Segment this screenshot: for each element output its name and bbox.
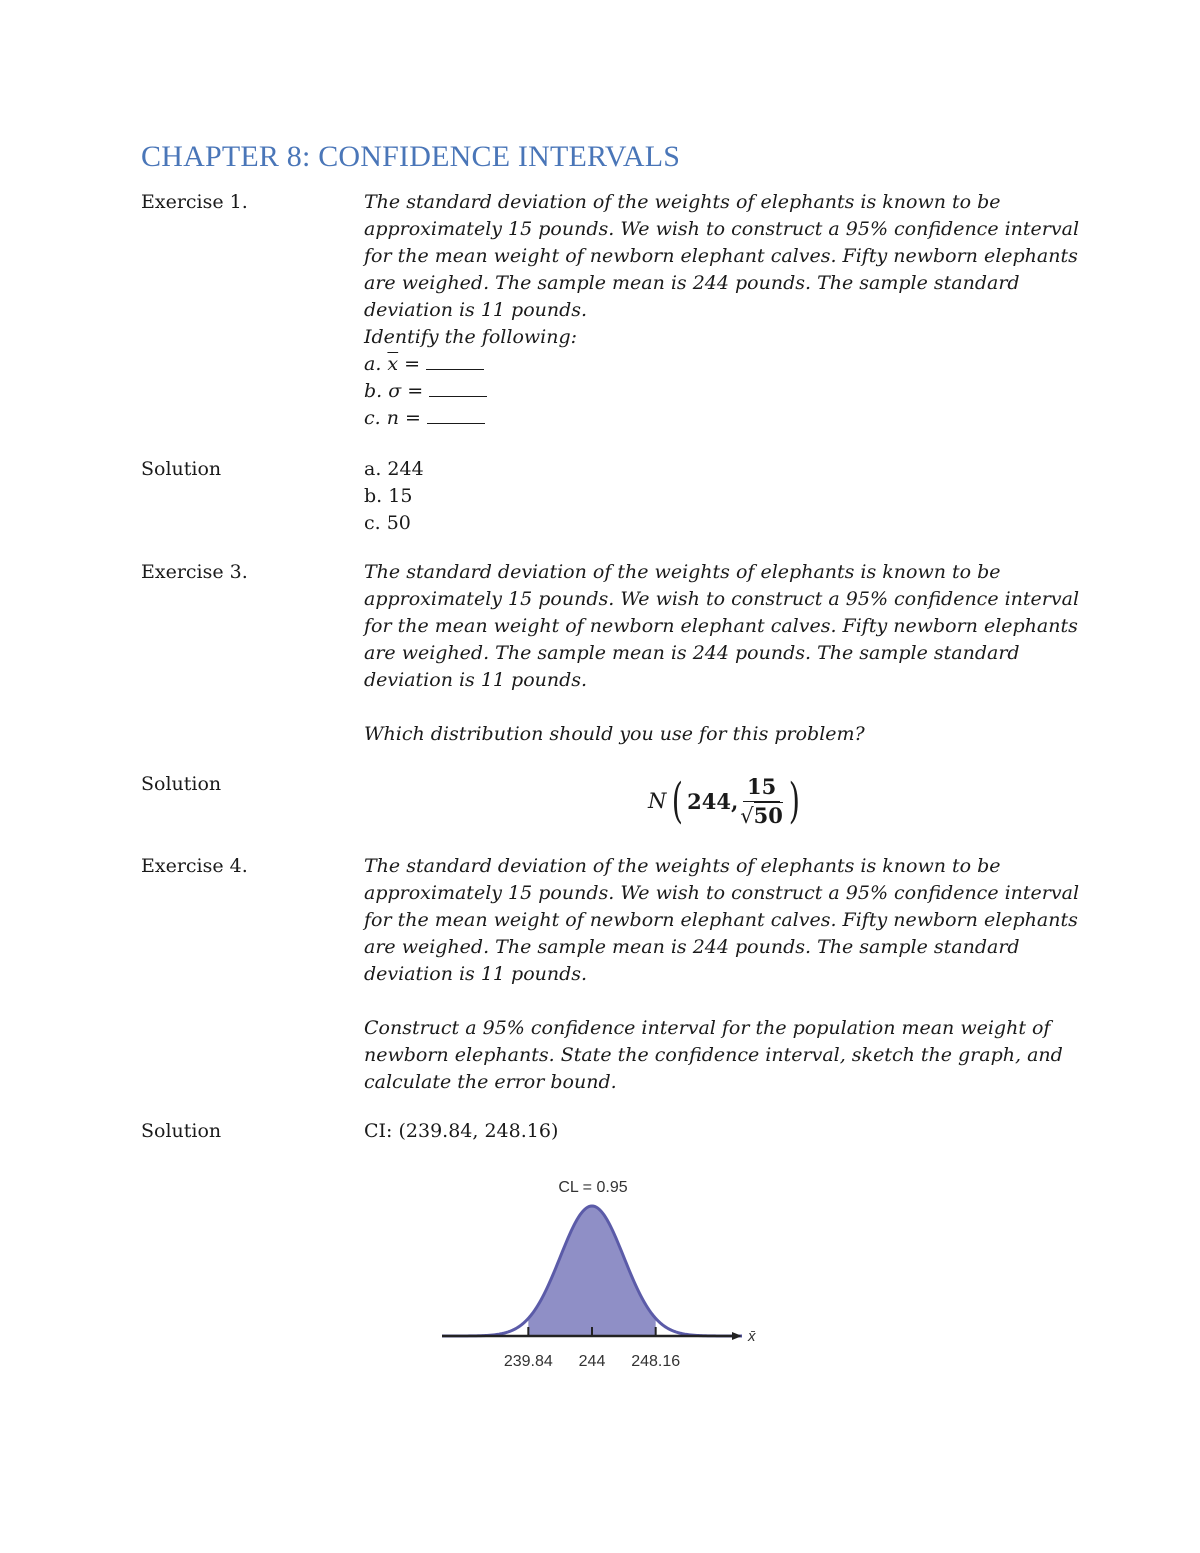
formula-mean: 244, — [687, 788, 739, 814]
tick-label: 239.84 — [503, 1353, 553, 1370]
solution-1-label: Solution — [141, 458, 222, 480]
right-paren: ) — [788, 773, 800, 829]
text-line: approximately 15 pounds. We wish to construct a 95% confidence interval — [364, 218, 1080, 240]
tick-label: 244 — [578, 1353, 606, 1370]
page-title: CHAPTER 8: CONFIDENCE INTERVALS — [141, 140, 681, 173]
text-line: for the mean weight of newborn elephant calves. Fifty newborn elephants — [364, 909, 1078, 931]
blank-line — [427, 405, 485, 424]
text-line: The standard deviation of the weights of elephants is known to be — [364, 191, 1001, 213]
blank-line — [426, 351, 484, 370]
sqrt-icon: √ — [740, 803, 754, 828]
text-line: deviation is 11 pounds. — [364, 299, 588, 321]
answer-line: b. 15 — [364, 485, 413, 507]
item-c: c. n = — [364, 405, 1084, 432]
blank-line — [429, 378, 487, 397]
formula-fraction — [740, 775, 783, 828]
exercise-1-label: Exercise 1. — [141, 191, 248, 213]
text-line: for the mean weight of newborn elephant calves. Fifty newborn elephants — [364, 615, 1078, 637]
solution-3-label: Solution — [141, 773, 222, 795]
exercise-4-label: Exercise 4. — [141, 855, 248, 877]
text-line: The standard deviation of the weights of elephants is known to be — [364, 561, 1001, 583]
text-line: The standard deviation of the weights of elephants is known to be — [364, 855, 1001, 877]
item-b: b. σ = — [364, 378, 1084, 405]
formula-n: N — [648, 789, 667, 813]
answer-line: c. 50 — [364, 512, 411, 534]
exercise-3-text — [364, 559, 1084, 748]
text-line: deviation is 11 pounds. — [364, 963, 588, 985]
exercise-4-text — [364, 853, 1084, 1096]
text-line: approximately 15 pounds. We wish to construct a 95% confidence interval — [364, 882, 1080, 904]
text-line: are weighed. The sample mean is 244 pounds. The sample standard — [364, 272, 1020, 294]
normal-distribution-formula — [648, 768, 804, 834]
item-a: a. $\overline{x}$ = — [364, 351, 1084, 378]
answer-line: a. 244 — [364, 458, 424, 480]
x-axis-arrow — [732, 1332, 742, 1340]
confidence-interval-text: CI: (239.84, 248.16) — [364, 1120, 559, 1142]
fraction-denominator: √50 — [740, 802, 783, 828]
chart-title: CL = 0.95 — [558, 1179, 628, 1196]
shaded-region — [528, 1206, 655, 1336]
xbar-symbol: $\overline{x}$ — [387, 353, 399, 375]
text-line: for the mean weight of newborn elephant calves. Fifty newborn elephants — [364, 245, 1078, 267]
question-line: Construct a 95% confidence interval for the population mean weight of — [364, 1017, 1051, 1039]
left-paren: ( — [672, 773, 684, 829]
exercise-1-text — [364, 189, 1084, 432]
identify-prompt: Identify the following: — [364, 326, 578, 348]
question: Which distribution should you use for this problem? — [364, 723, 865, 745]
text-line: are weighed. The sample mean is 244 pounds. The sample standard — [364, 642, 1020, 664]
x-axis-label: x̄ — [748, 1328, 756, 1345]
fraction-numerator: 15 — [743, 775, 780, 802]
question-line: newborn elephants. State the confidence interval, sketch the graph, and — [364, 1044, 1063, 1066]
exercise-3-label: Exercise 3. — [141, 561, 248, 583]
normal-curve-chart — [430, 1168, 780, 1378]
text-line: are weighed. The sample mean is 244 pounds. The sample standard — [364, 936, 1020, 958]
solution-4-label: Solution — [141, 1120, 222, 1142]
tick-label: 248.16 — [631, 1353, 681, 1370]
solution-1-text — [364, 456, 1084, 537]
question-line: calculate the error bound. — [364, 1071, 617, 1093]
text-line: approximately 15 pounds. We wish to construct a 95% confidence interval — [364, 588, 1080, 610]
text-line: deviation is 11 pounds. — [364, 669, 588, 691]
